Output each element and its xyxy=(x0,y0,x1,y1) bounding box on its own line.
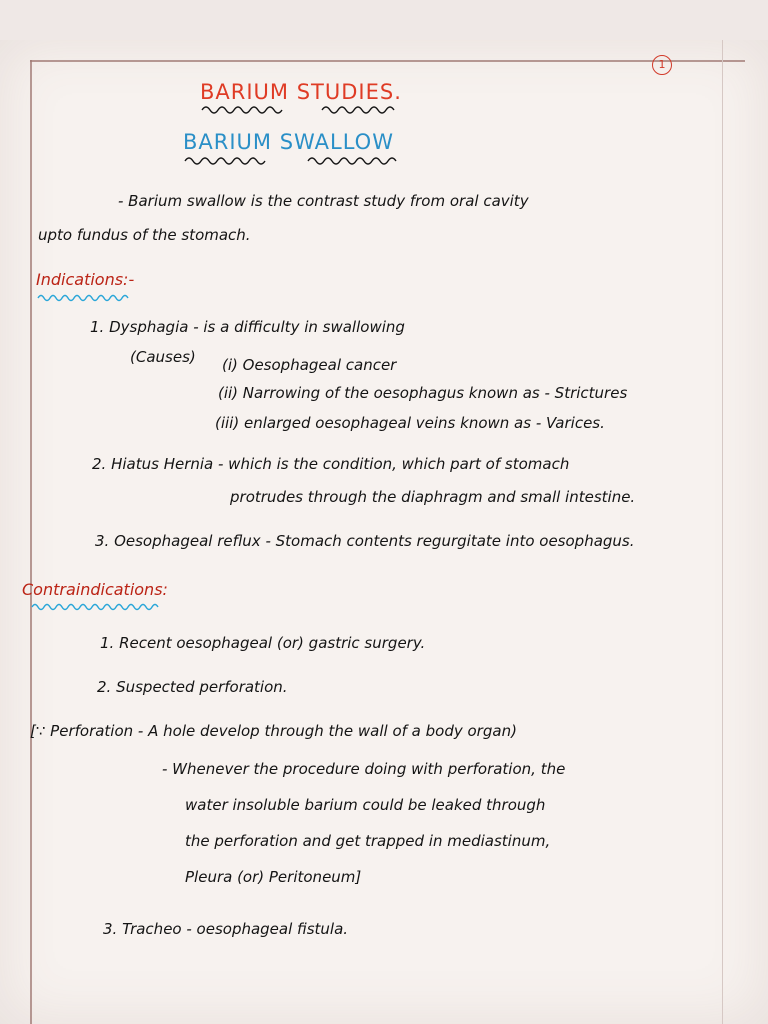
page-number: 1 xyxy=(652,55,672,75)
page-subtitle: BARIUM SWALLOW xyxy=(183,130,394,154)
contraindication-2: 2. Suspected perforation. xyxy=(97,678,288,696)
margin-line-horizontal xyxy=(30,60,745,62)
note-line-1: [∵ Perforation - A hole develop through the wall of a body organ) xyxy=(30,722,517,740)
subtitle-wavy-underline xyxy=(183,155,423,167)
indication-hiatus-1: 2. Hiatus Hernia - which is the condition, which part of stomach xyxy=(92,455,570,473)
contraindication-1: 1. Recent oesophageal (or) gastric surgery. xyxy=(100,634,426,652)
contraindications-heading: Contraindications: xyxy=(22,580,168,599)
contraindications-wavy-underline xyxy=(30,601,170,613)
indications-wavy-underline xyxy=(36,292,136,304)
indication-reflux: 3. Oesophageal reflux - Stomach contents regurgitate into oesophagus. xyxy=(95,532,635,550)
note-line-5: Pleura (or) Peritoneum] xyxy=(185,868,362,886)
intro-line-2: upto fundus of the stomach. xyxy=(38,226,251,244)
cause-2: (ii) Narrowing of the oesophagus known as - Strictures xyxy=(218,384,628,402)
note-line-2: - Whenever the procedure doing with perforation, the xyxy=(162,760,566,778)
page-edge xyxy=(722,40,723,1024)
cause-3: (iii) enlarged oesophageal veins known as - Varices. xyxy=(215,414,605,432)
title-wavy-underline xyxy=(200,104,410,116)
contraindication-3: 3. Tracheo - oesophageal fistula. xyxy=(103,920,349,938)
indications-heading: Indications:- xyxy=(36,270,135,289)
page-title: BARIUM STUDIES. xyxy=(200,80,402,104)
note-line-3: water insoluble barium could be leaked through xyxy=(185,796,546,814)
note-line-4: the perforation and get trapped in mediastinum, xyxy=(185,832,551,850)
intro-line-1: - Barium swallow is the contrast study from oral cavity xyxy=(118,192,529,210)
indication-dysphagia: 1. Dysphagia - is a difficulty in swallowing xyxy=(90,318,405,336)
causes-label: (Causes) xyxy=(130,348,196,366)
cause-1: (i) Oesophageal cancer xyxy=(222,356,397,374)
indication-hiatus-2: protrudes through the diaphragm and small intestine. xyxy=(230,488,636,506)
margin-line-vertical xyxy=(30,60,32,1024)
